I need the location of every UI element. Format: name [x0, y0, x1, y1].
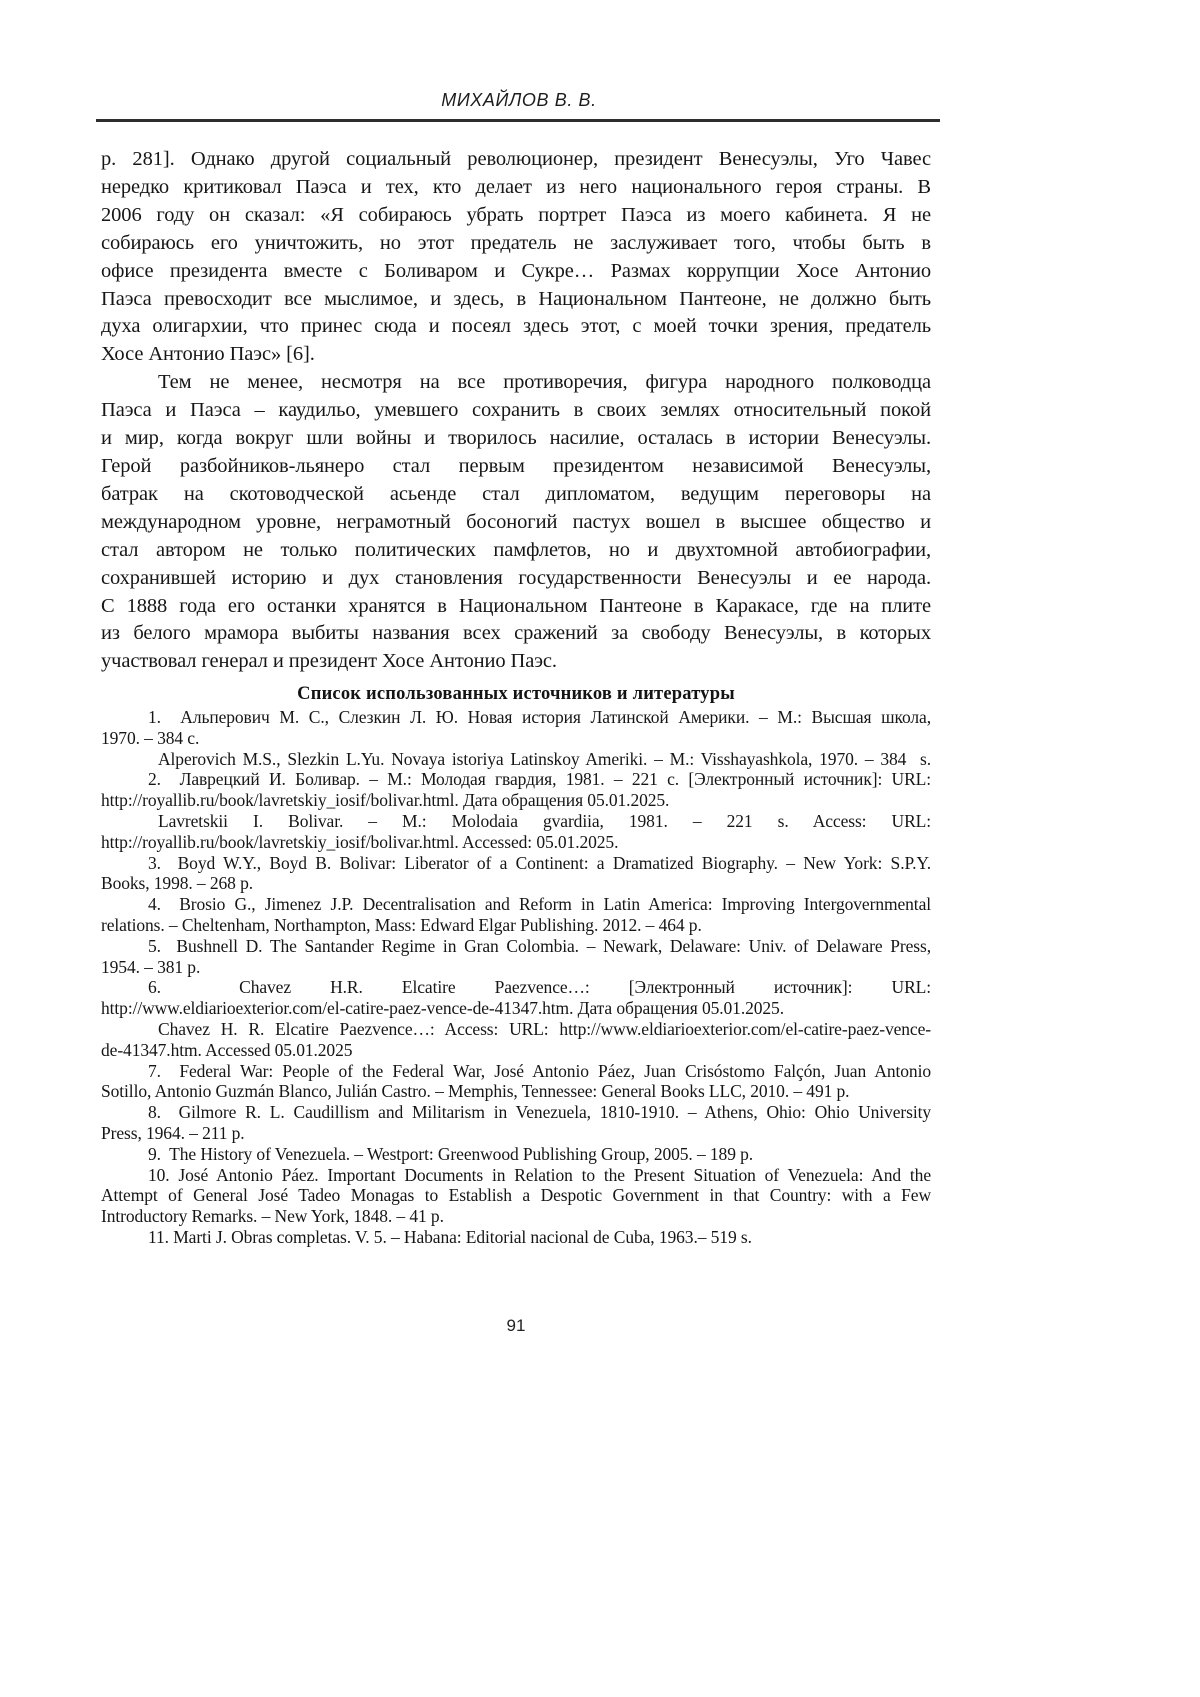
- reference-entry-1-line-2: 1970. – 384 с.: [101, 727, 200, 748]
- body-paragraph-2-line-5: батрак на скотоводческой асьенде стал дипломатом, ведущим переговоры на: [101, 482, 931, 505]
- reference-entry-5: [101, 853, 931, 895]
- body-paragraph-2-line-9: С 1888 года его останки хранятся в Национальном Пантеоне в Каракасе, где на плите: [101, 594, 931, 617]
- body-paragraph-2-line-7: стал автором не только политических памфлетов, но и двухтомной автобиографии,: [101, 538, 931, 561]
- reference-entry-13-line-2: Attempt of General José Tadeo Monagas to Establish a Despotic Government in that Country: with a Few: [101, 1185, 931, 1206]
- references-list: [101, 707, 931, 1248]
- body-paragraph-2-line-1: Тем не менее, несмотря на все противоречия, фигура народного полководца: [158, 371, 931, 394]
- reference-entry-12-line-1: 9. The History of Venezuela. – Westport: Greenwood Publishing Group, 2005. – 189 p.: [148, 1143, 754, 1164]
- reference-entry-14: [101, 1227, 931, 1248]
- reference-entry-11-line-1: 8. Gilmore R. L. Caudillism and Militarism in Venezuela, 1810-1910. – Athens, Ohio: Ohio University: [148, 1102, 931, 1123]
- body-text: [101, 146, 931, 676]
- body-paragraph-1-line-1: р. 281]. Однако другой социальный революционер, президент Венесуэлы, Уго Чавес: [101, 148, 931, 170]
- reference-entry-10-line-1: 7. Federal War: People of the Federal War, José Antonio Páez, Juan Crisóstomo Falçón, Juan Antonio: [148, 1060, 931, 1081]
- running-head-author: МИХАЙЛОВ В. В.: [441, 90, 597, 110]
- body-paragraph-1-line-2: нередко критиковал Паэса и тех, кто делает из него национального героя страны. В: [101, 175, 931, 198]
- body-paragraph-1-line-5: офисе президента вместе с Боливаром и Сукре… Размах коррупции Хосе Антонио: [101, 259, 931, 282]
- reference-entry-8: [101, 977, 931, 1019]
- page-number: 91: [506, 1316, 526, 1335]
- header-rule: [96, 119, 940, 122]
- body-paragraph-2-line-11: участвовал генерал и президент Хосе Антонио Паэс.: [101, 650, 557, 673]
- reference-entry-9-line-2: de-41347.htm. Accessed 05.01.2025: [101, 1039, 353, 1060]
- reference-entry-6-line-2: relations. – Cheltenham, Northampton, Mass: Edward Elgar Publishing. 2012. – 464 p.: [101, 914, 702, 935]
- reference-entry-4: [101, 811, 931, 853]
- reference-entry-11: [101, 1102, 931, 1144]
- reference-entry-7-line-1: 5. Bushnell D. The Santander Regime in Gran Colombia. – Newark, Delaware: Univ. of Delaware Press,: [148, 935, 931, 956]
- body-paragraph-1-line-4: собираюсь его уничтожить, но этот предатель не заслуживает того, чтобы быть в: [101, 231, 931, 254]
- reference-entry-12: [101, 1144, 931, 1165]
- reference-entry-8-line-2: http://www.eldiarioexterior.com/el-catire-paez-vence-de-41347.htm. Дата обращения 05.01.2025.: [101, 998, 784, 1019]
- reference-entry-11-line-2: Press, 1964. – 211 p.: [101, 1122, 245, 1143]
- body-paragraph-2-line-3: и мир, когда вокруг шли войны и творилось насилие, осталась в истории Венесуэлы.: [101, 427, 931, 450]
- reference-entry-5-line-2: Books, 1998. – 268 p.: [101, 873, 254, 894]
- reference-entry-2-line-1: Alperovich M.S., Slezkin L.Yu. Novaya istoriya Latinskoy Ameriki. – M.: Visshayashkola, 1970. – 384 s.: [158, 748, 931, 769]
- reference-entry-7: [101, 936, 931, 978]
- reference-entry-8-line-1: 6. Chavez H.R. Elcatire Paezvence…: [Электронный источник]: URL:: [148, 977, 931, 998]
- reference-entry-4-line-1: Lavretskii I. Bolivar. – M.: Molodaia gvardiia, 1981. – 221 s. Access: URL:: [158, 810, 931, 831]
- reference-entry-9-line-1: Chavez H. R. Elcatire Paezvence…: Access: URL: http://www.eldiarioexterior.com/el-catire-paez-vence-: [158, 1018, 931, 1039]
- reference-entry-2: [101, 749, 931, 770]
- body-paragraph-1-line-8: Хосе Антонио Паэс» [6].: [101, 343, 315, 366]
- reference-entry-3-line-1: 2. Лаврецкий И. Боливар. – М.: Молодая гвардия, 1981. – 221 с. [Электронный источник]: URL:: [148, 769, 931, 790]
- body-paragraph-2-line-2: Паэса и Паэса – каудильо, умевшего сохранить в своих землях относительный покой: [101, 399, 931, 422]
- reference-entry-3-line-2: http://royallib.ru/book/lavretskiy_iosif/bolivar.html. Дата обращения 05.01.2025.: [101, 790, 670, 811]
- references-heading: Список использованных источников и литературы: [297, 684, 735, 704]
- reference-entry-10: [101, 1061, 931, 1103]
- reference-entry-10-line-2: Sotillo, Antonio Guzmán Blanco, Julián Castro. – Memphis, Tennessee: General Books LLC, 2010. – 491 p.: [101, 1081, 850, 1102]
- body-paragraph-1-line-6: Паэса превосходит все мыслимое, и здесь, в Национальном Пантеоне, не должно быть: [101, 287, 931, 310]
- reference-entry-3: [101, 769, 931, 811]
- reference-entry-6-line-1: 4. Brosio G., Jimenez J.P. Decentralisation and Reform in Latin America: Improving Intergovernmental: [148, 894, 931, 915]
- reference-entry-6: [101, 894, 931, 936]
- body-paragraph-2-line-10: из белого мрамора выбиты названия всех сражений за свободу Венесуэлы, в которых: [101, 622, 931, 645]
- reference-entry-14-line-1: 11. Marti J. Obras completas. V. 5. – Habana: Editorial nacional de Cuba, 1963.– 519 s.: [148, 1226, 752, 1247]
- reference-entry-13: [101, 1165, 931, 1227]
- reference-entry-4-line-2: http://royallib.ru/book/lavretskiy_iosif/bolivar.html. Accessed: 05.01.2025.: [101, 831, 619, 852]
- body-paragraph-2-line-8: сохранившей историю и дух становления государственности Венесуэлы и ее народа.: [101, 566, 931, 589]
- reference-entry-1-line-1: 1. Альперович М. С., Слезкин Л. Ю. Новая история Латинской Америки. – М.: Высшая школа,: [148, 707, 931, 727]
- body-paragraph-2-line-6: международном уровне, неграмотный босоногий пастух вошел в высшее общество и: [101, 510, 931, 533]
- reference-entry-13-line-1: 10. José Antonio Páez. Important Documents in Relation to the Present Situation of Venezuela: And the: [148, 1164, 931, 1185]
- reference-entry-1: [101, 707, 931, 749]
- reference-entry-9: [101, 1019, 931, 1061]
- reference-entry-5-line-1: 3. Boyd W.Y., Boyd B. Bolivar: Liberator of a Continent: a Dramatized Biography. – New York: S.P.Y.: [148, 852, 931, 873]
- body-paragraph-1-line-3: 2006 году он сказал: «Я собираюсь убрать портрет Паэса из моего кабинета. Я не: [101, 203, 931, 226]
- body-paragraph-1-line-7: духа олигархии, что принес сюда и посеял здесь этот, с моей точки зрения, предатель: [101, 315, 931, 338]
- reference-entry-7-line-2: 1954. – 381 p.: [101, 956, 201, 977]
- body-paragraph-2-line-4: Герой разбойников-льянеро стал первым президентом независимой Венесуэлы,: [101, 454, 931, 477]
- reference-entry-13-line-3: Introductory Remarks. – New York, 1848. – 41 p.: [101, 1206, 444, 1227]
